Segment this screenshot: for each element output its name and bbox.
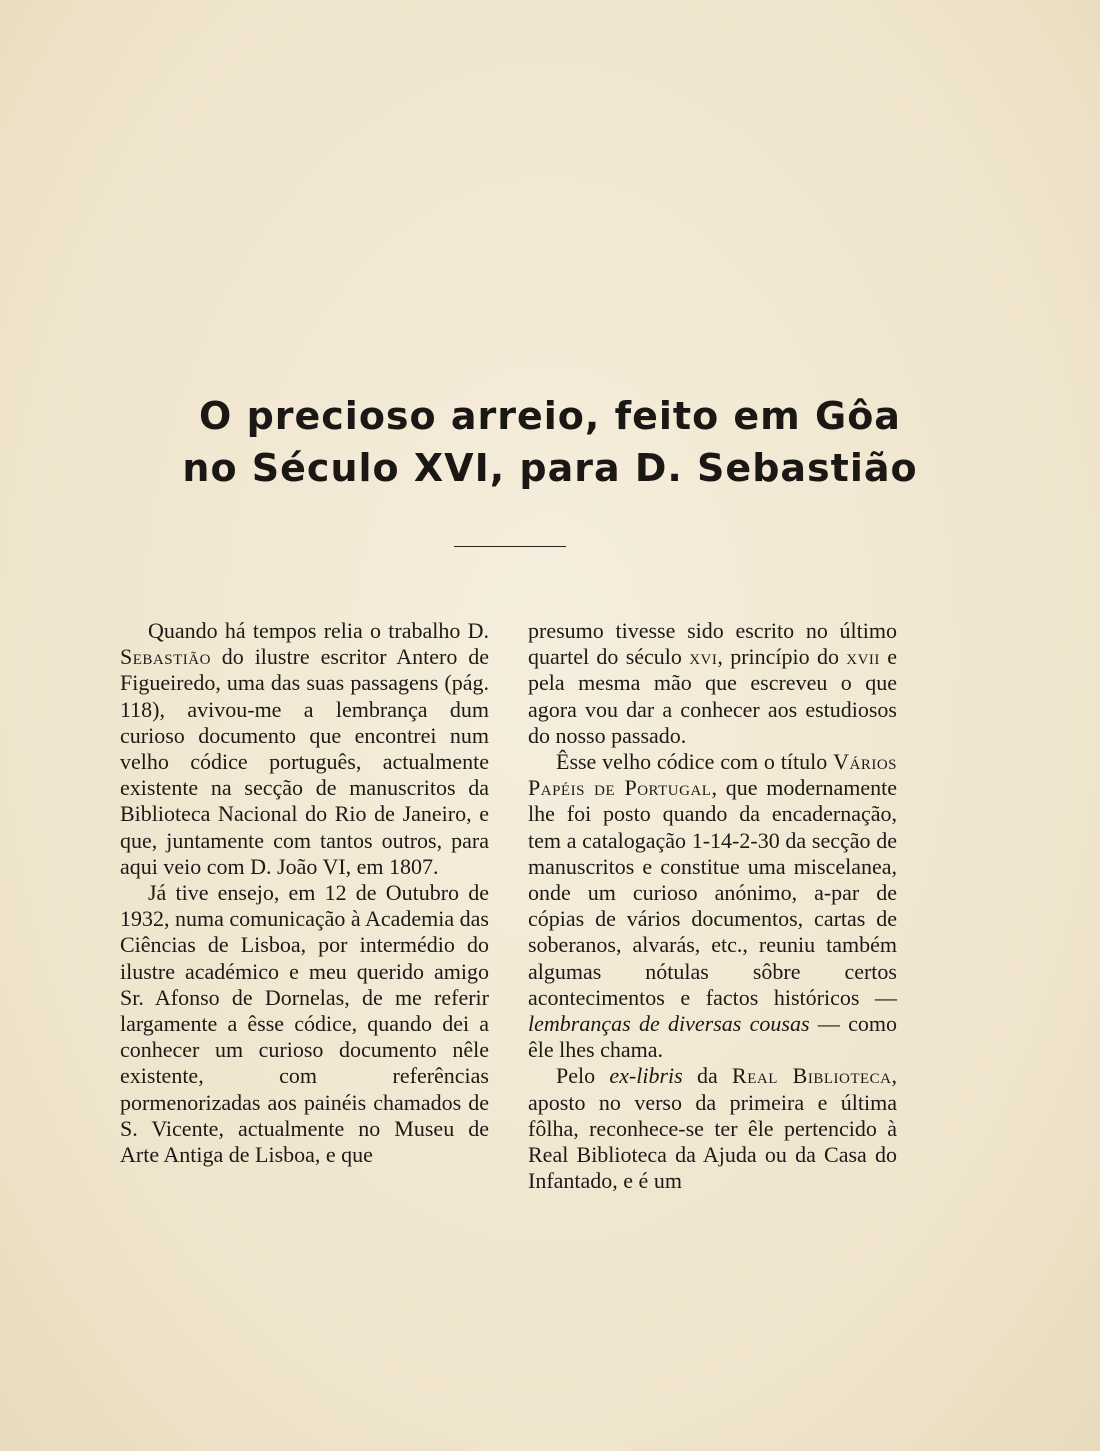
paragraph: Já tive ensejo, em 12 de Outubro de 1932, numa comunicação à Academia das Ciências de Lisboa, por intermédio do ilustre académico e meu querido amigo Sr. Afonso de Dornelas, de me referir largamente a êsse códice, quando dei a conhecer um curioso documento nêle existente, com referências pormenorizadas aos painéis chamados de S. Vicente, actualmente no Museu de Arte Antiga de Lisboa, e que bbox=[120, 880, 489, 1168]
small-caps-century: xvi bbox=[689, 644, 718, 670]
paragraph bbox=[528, 618, 897, 749]
text-run: Quando há tempos relia o trabalho D. bbox=[148, 618, 489, 643]
paragraph bbox=[528, 1063, 897, 1194]
small-caps-century: xvii bbox=[846, 644, 880, 670]
text-run: , que modernamente lhe foi posto quando da encadernação, tem a catalogação 1-14-2-30 da secção de manuscritos e constitue uma miscelanea, onde um curioso anónimo, a-par de cópias de vários documentos, cartas de soberanos, alvarás, etc., reuniu também algumas nótulas sôbre certos acontecimentos e factos históricos — bbox=[528, 775, 897, 1010]
italic-phrase: lembranças de diversas cousas bbox=[528, 1011, 810, 1037]
text-run: e pela mesma mão que escreveu o que agora vou dar a conhecer aos estudiosos do nosso passado. bbox=[528, 644, 897, 748]
left-column bbox=[120, 618, 489, 1168]
title-divider bbox=[454, 546, 566, 547]
small-caps-name: Sebastião bbox=[120, 644, 211, 670]
paragraph bbox=[120, 618, 489, 880]
text-run: , aposto no verso da primeira e última fôlha, reconhece-se ter êle pertencido à Real Biblioteca da Ajuda ou da Casa do Infantado, e é um bbox=[528, 1063, 897, 1194]
paragraph bbox=[528, 749, 897, 1063]
text-run: Êsse velho códice com o título bbox=[556, 749, 834, 775]
small-caps-name: Real Biblioteca bbox=[732, 1063, 892, 1089]
text-run: da bbox=[682, 1063, 733, 1089]
text-run: presumo tivesse sido escrito no último quartel do século bbox=[528, 618, 897, 670]
title-line-2: no Século XVI, para D. Sebastião bbox=[182, 446, 918, 490]
text-run: , princípio do bbox=[717, 644, 847, 670]
italic-phrase: ex-libris bbox=[609, 1063, 683, 1089]
title-line-1: O precioso arreio, feito em Gôa bbox=[199, 394, 901, 438]
right-column bbox=[528, 618, 897, 1194]
text-run: Pelo bbox=[556, 1063, 610, 1089]
text-run: — como êle lhes chama. bbox=[528, 1011, 897, 1063]
small-caps-title: Vários Papéis de Portugal bbox=[528, 749, 897, 801]
article-title bbox=[0, 390, 1100, 494]
text-run: do ilustre escritor Antero de Figueiredo, uma das suas passagens (pág. 118), avivou-me a lembrança dum curioso documento que encontrei num velho códice português, actualmente existente na secção de manuscritos da Biblioteca Nacional do Rio de Janeiro, e que, juntamente com tantos outros, para aqui veio com D. João VI, em 1807. bbox=[120, 644, 489, 879]
